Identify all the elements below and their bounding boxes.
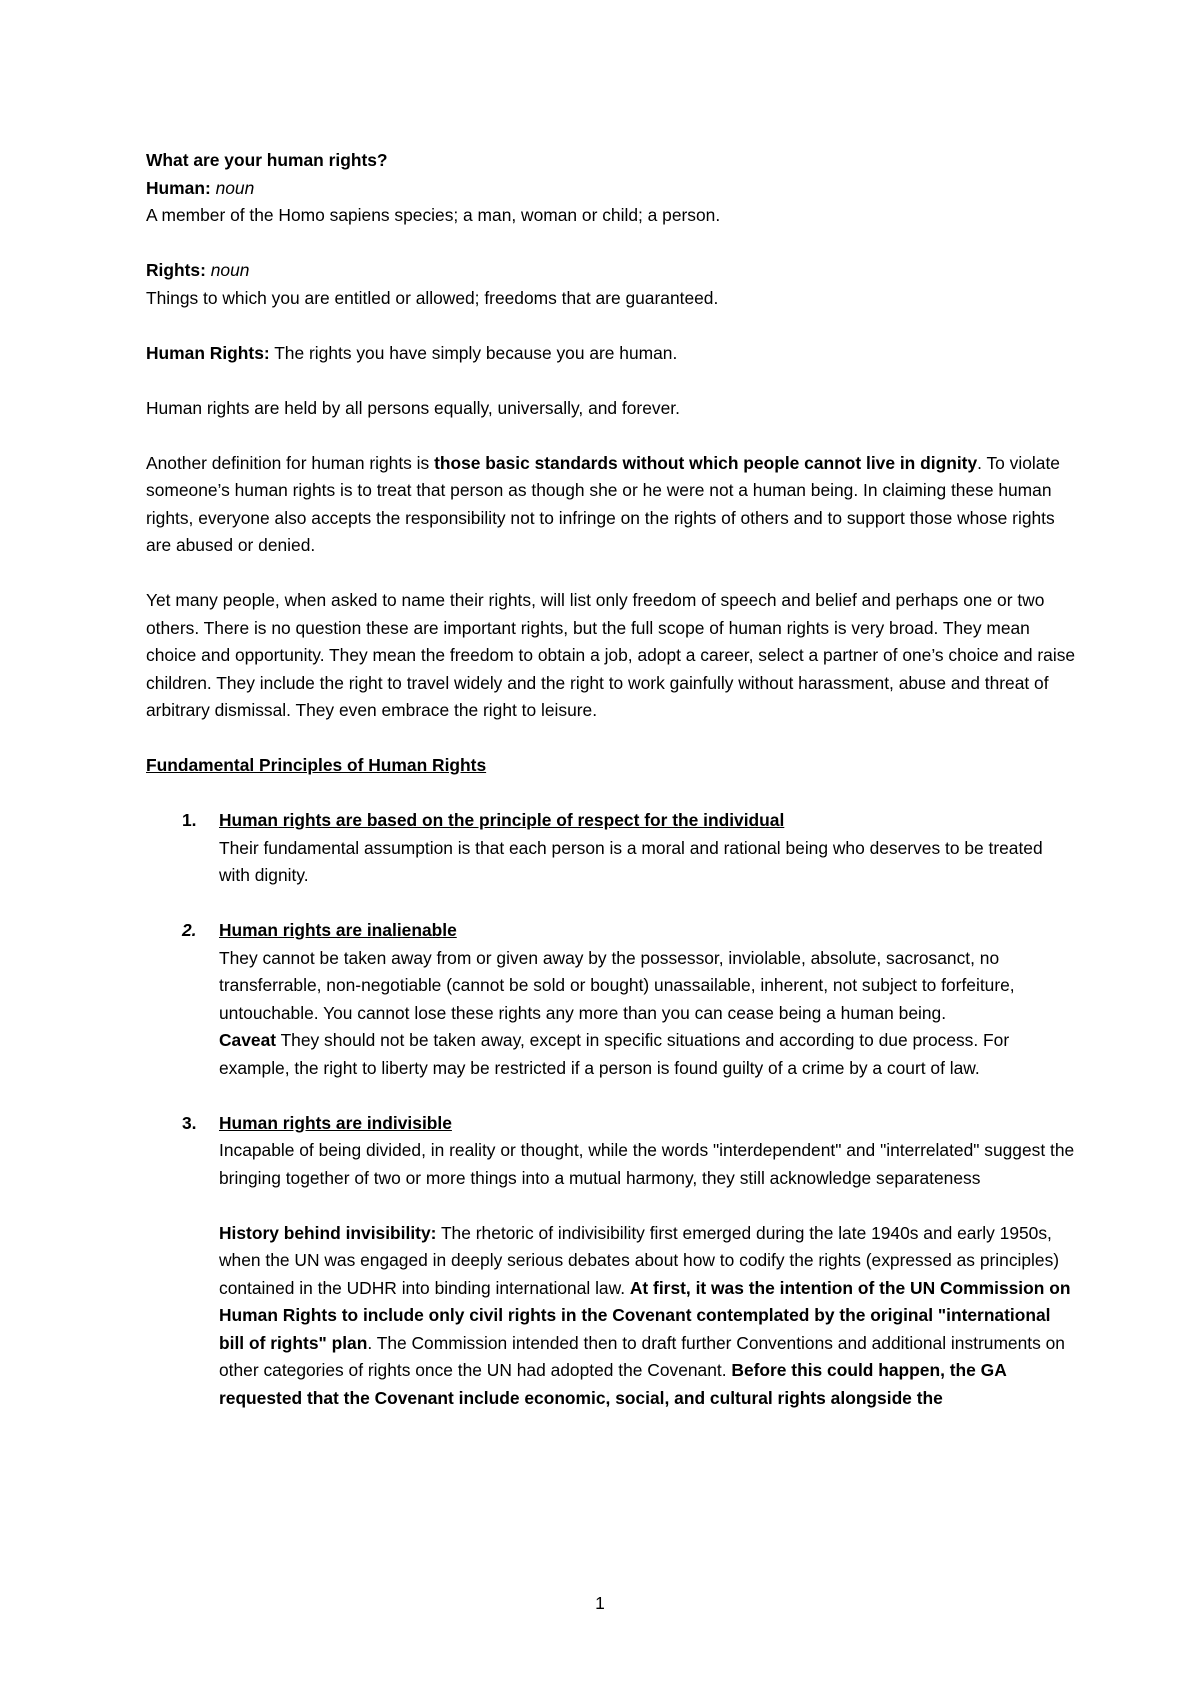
bold-run: those basic standards without which people cannot live in dignity bbox=[434, 452, 978, 473]
definition-rights bbox=[146, 257, 1076, 285]
paragraph-scope: Yet many people, when asked to name their rights, will list only freedom of speech and belief and perhaps one or two others. There is no question these are important rights, but the full scope of human rights is very broad. They mean choice and opportunity. They mean the freedom to obtain a job, adopt a career, select a partner of one’s choice and raise children. They include the right to travel widely and the right to work gainfully without harassment, abuse and threat of arbitrary dismissal. They even embrace the right to leisure. bbox=[146, 590, 1076, 720]
principle-text: Incapable of being divided, in reality or thought, while the words "interdependent" and "interrelated" suggest the bringing together of two or more things into a mutual harmony, they still acknowledge separateness bbox=[219, 1140, 1075, 1188]
principle-text: Their fundamental assumption is that each person is a moral and rational being who deserves to be treated with dignity. bbox=[219, 837, 1043, 885]
definition-human-text: A member of the Homo sapiens species; a man, woman or child; a person. bbox=[146, 205, 721, 225]
definition-term: Rights: bbox=[146, 260, 206, 280]
list-number: 1. bbox=[182, 810, 197, 830]
document-body bbox=[146, 147, 1076, 1412]
text-run: Another definition for human rights is bbox=[146, 452, 435, 473]
principle-heading-text: Human rights are inalienable bbox=[219, 920, 457, 940]
page-number: 1 bbox=[595, 1593, 605, 1613]
part-of-speech: noun bbox=[210, 260, 250, 280]
text-run: . To violate someone’s human rights is to treat that person as though she or he were not a human being. In claiming these human rights, everyone also accepts the responsibility not to infringe on the rights of others and to support those whose rights are abused or denied. bbox=[146, 452, 1060, 555]
principle-heading-text: Human rights are based on the principle of respect for the individual bbox=[219, 810, 785, 830]
paragraph-another-definition bbox=[146, 450, 1076, 560]
principle-text: They cannot be taken away from or given away by the possessor, inviolable, absolute, sacrosanct, no transferrable, non-negotiable (cannot be sold or bought) unassailable, inherent, not subject to forfeiture, untouchable. You cannot lose these rights any more than you can cease being a human being. bbox=[219, 947, 1015, 1023]
principle-heading bbox=[219, 807, 1076, 835]
list-item bbox=[146, 1110, 1076, 1413]
principle-history bbox=[219, 1220, 1076, 1413]
history-label: History behind invisibility: bbox=[219, 1222, 437, 1243]
text-run: . The Commission intended then to draft further Conventions and additional instruments on other categories of rights once the UN had adopted the Covenant. bbox=[219, 1332, 1065, 1380]
definition-human bbox=[146, 175, 1076, 203]
list-item bbox=[146, 807, 1076, 890]
list-number: 2. bbox=[182, 920, 197, 940]
definition-term: Human Rights: bbox=[146, 342, 270, 363]
part-of-speech: noun bbox=[215, 177, 255, 198]
principle-heading bbox=[219, 917, 1076, 945]
bold-run: Before this could happen, the GA requested that the Covenant include economic, social, and cultural rights alongside the bbox=[219, 1360, 1007, 1408]
caveat-text: They should not be taken away, except in specific situations and according to due process. For example, the right to liberty may be restricted if a person is found guilty of a crime by a court of law. bbox=[219, 1030, 1010, 1078]
paragraph-held-by-all: Human rights are held by all persons equally, universally, and forever. bbox=[146, 397, 680, 418]
list-number: 3. bbox=[182, 1112, 197, 1133]
caveat-label: Caveat bbox=[219, 1030, 277, 1050]
principle-caveat bbox=[219, 1027, 1076, 1082]
principles-list bbox=[146, 807, 1076, 1412]
bold-run: At first, it was the intention of the UN Commission on Human Rights to include only civil rights in the Covenant contemplated by the original "international bill of rights" plan bbox=[219, 1277, 1071, 1353]
section-heading-text: Fundamental Principles of Human Rights bbox=[146, 755, 487, 775]
definition-term: Human: bbox=[146, 177, 211, 198]
principle-heading-text: Human rights are indivisible bbox=[219, 1112, 452, 1133]
definition-human-rights bbox=[146, 340, 1076, 368]
principle-heading bbox=[219, 1110, 1076, 1138]
text-run: The rhetoric of indivisibility first emerged during the late 1940s and early 1950s, when the UN was engaged in deeply serious debates about how to codify the rights (expressed as principles) contained in the UDHR into binding international law. bbox=[219, 1222, 1060, 1298]
section-heading bbox=[146, 752, 1076, 780]
definition-text: The rights you have simply because you are human. bbox=[269, 342, 678, 363]
list-item bbox=[146, 917, 1076, 1082]
definition-rights-text: Things to which you are entitled or allowed; freedoms that are guaranteed. bbox=[146, 287, 719, 308]
title-text: What are your human rights? bbox=[146, 150, 388, 170]
document-title bbox=[146, 147, 1076, 175]
